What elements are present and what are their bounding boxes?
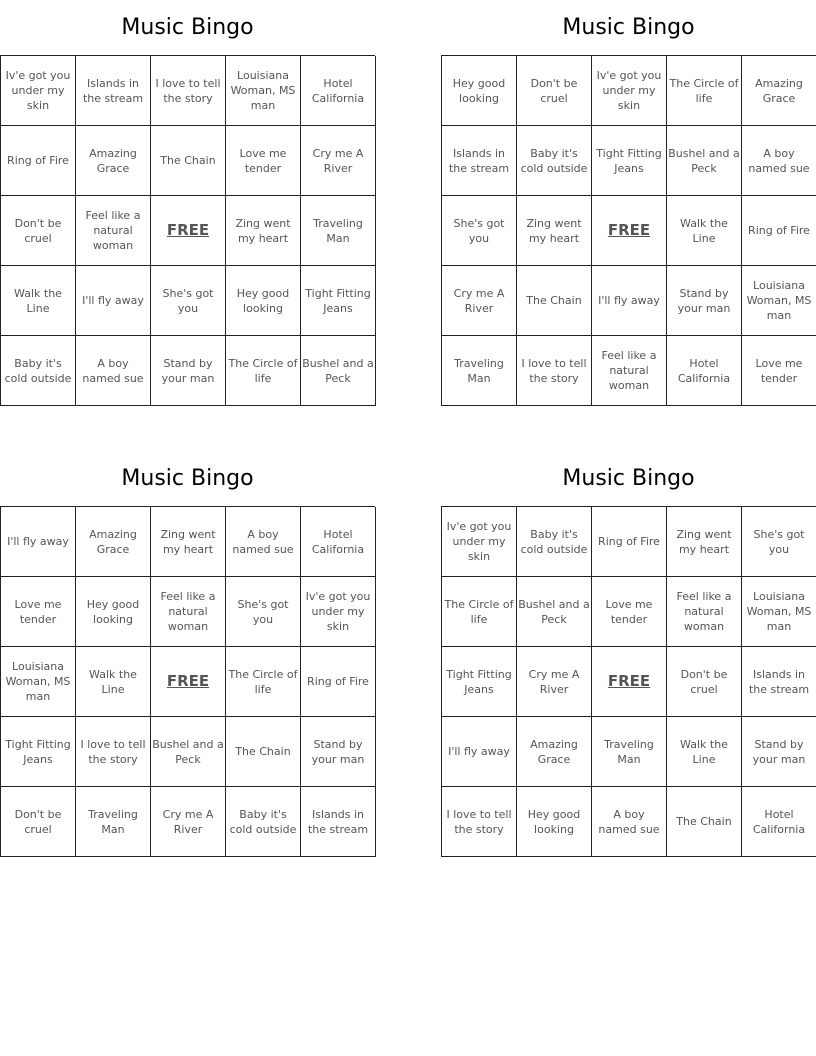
bingo-cell: Stand by your man bbox=[301, 717, 376, 787]
bingo-cell: Ring of Fire bbox=[301, 647, 376, 717]
bingo-card-1 bbox=[0, 0, 375, 406]
bingo-cell: Hey good looking bbox=[226, 266, 301, 336]
bingo-cell: Islands in the stream bbox=[76, 56, 151, 126]
bingo-cell: Love me tender bbox=[742, 336, 816, 406]
bingo-cell: The Circle of life bbox=[226, 336, 301, 406]
bingo-cell: Zing went my heart bbox=[667, 507, 742, 577]
bingo-cell: Hey good looking bbox=[517, 787, 592, 857]
bingo-cell: Hotel California bbox=[301, 507, 376, 577]
bingo-cell: Louisiana Woman, MS man bbox=[1, 647, 76, 717]
bingo-cell: The Circle of life bbox=[667, 56, 742, 126]
bingo-grid bbox=[0, 506, 375, 857]
bingo-cell: Traveling Man bbox=[442, 336, 517, 406]
bingo-cell: Hotel California bbox=[301, 56, 376, 126]
bingo-cell: Don't be cruel bbox=[1, 787, 76, 857]
bingo-cell: Amazing Grace bbox=[76, 126, 151, 196]
bingo-cell: Iv'e got you under my skin bbox=[442, 507, 517, 577]
free-space: FREE bbox=[592, 647, 667, 717]
bingo-cell: Louisiana Woman, MS man bbox=[742, 266, 816, 336]
bingo-cell: Hotel California bbox=[742, 787, 816, 857]
bingo-cell: I'll fly away bbox=[442, 717, 517, 787]
bingo-cell: A boy named sue bbox=[76, 336, 151, 406]
bingo-cell: Iv'e got you under my skin bbox=[592, 56, 667, 126]
bingo-cell: She's got you bbox=[226, 577, 301, 647]
bingo-cell: Cry me A River bbox=[151, 787, 226, 857]
bingo-cell: Cry me A River bbox=[442, 266, 517, 336]
bingo-cell: Don't be cruel bbox=[1, 196, 76, 266]
bingo-cell: I'll fly away bbox=[76, 266, 151, 336]
bingo-cell: Baby it's cold outside bbox=[226, 787, 301, 857]
card-title: Music Bingo bbox=[562, 15, 695, 40]
bingo-cell: Don't be cruel bbox=[667, 647, 742, 717]
bingo-cell: Tight Fitting Jeans bbox=[442, 647, 517, 717]
bingo-cell: She's got you bbox=[742, 507, 816, 577]
bingo-cell: The Circle of life bbox=[226, 647, 301, 717]
bingo-cell: Walk the Line bbox=[1, 266, 76, 336]
bingo-cell: Baby it's cold outside bbox=[1, 336, 76, 406]
bingo-cell: Feel like a natural woman bbox=[151, 577, 226, 647]
bingo-cell: Traveling Man bbox=[301, 196, 376, 266]
card-title: Music Bingo bbox=[121, 466, 254, 491]
bingo-cell: Don't be cruel bbox=[517, 56, 592, 126]
bingo-cell: A boy named sue bbox=[742, 126, 816, 196]
bingo-cell: Love me tender bbox=[226, 126, 301, 196]
bingo-cell: A boy named sue bbox=[226, 507, 301, 577]
bingo-cell: Hey good looking bbox=[76, 577, 151, 647]
bingo-cell: Baby it's cold outside bbox=[517, 126, 592, 196]
bingo-cell: Walk the Line bbox=[667, 196, 742, 266]
bingo-cell: Islands in the stream bbox=[442, 126, 517, 196]
free-space: FREE bbox=[151, 647, 226, 717]
bingo-cell: Zing went my heart bbox=[226, 196, 301, 266]
bingo-cell: Zing went my heart bbox=[517, 196, 592, 266]
bingo-cell: Walk the Line bbox=[667, 717, 742, 787]
bingo-grid bbox=[0, 55, 375, 406]
card-title: Music Bingo bbox=[562, 466, 695, 491]
bingo-card-3 bbox=[0, 451, 375, 857]
bingo-cell: Ring of Fire bbox=[1, 126, 76, 196]
bingo-cell: Islands in the stream bbox=[301, 787, 376, 857]
bingo-cell: I love to tell the story bbox=[151, 56, 226, 126]
bingo-cell: I love to tell the story bbox=[76, 717, 151, 787]
bingo-cell: The Circle of life bbox=[442, 577, 517, 647]
bingo-cell: Feel like a natural woman bbox=[592, 336, 667, 406]
free-space: FREE bbox=[151, 196, 226, 266]
bingo-cell: Bushel and a Peck bbox=[667, 126, 742, 196]
bingo-cell: I love to tell the story bbox=[442, 787, 517, 857]
bingo-cell: I'll fly away bbox=[592, 266, 667, 336]
bingo-cell: Traveling Man bbox=[76, 787, 151, 857]
card-title: Music Bingo bbox=[121, 15, 254, 40]
bingo-cell: The Chain bbox=[517, 266, 592, 336]
bingo-cell: I'll fly away bbox=[1, 507, 76, 577]
bingo-cell: Amazing Grace bbox=[517, 717, 592, 787]
bingo-cell: She's got you bbox=[151, 266, 226, 336]
bingo-cell: Amazing Grace bbox=[76, 507, 151, 577]
bingo-cell: Feel like a natural woman bbox=[76, 196, 151, 266]
bingo-cell: Cry me A River bbox=[517, 647, 592, 717]
bingo-cell: Love me tender bbox=[1, 577, 76, 647]
bingo-cell: Feel like a natural woman bbox=[667, 577, 742, 647]
bingo-grid bbox=[441, 506, 816, 857]
bingo-cell: Cry me A River bbox=[301, 126, 376, 196]
bingo-cell: Ring of Fire bbox=[742, 196, 816, 266]
bingo-cell: Bushel and a Peck bbox=[151, 717, 226, 787]
bingo-cell: Traveling Man bbox=[592, 717, 667, 787]
bingo-cell: Ring of Fire bbox=[592, 507, 667, 577]
bingo-cell: I love to tell the story bbox=[517, 336, 592, 406]
bingo-cell: The Chain bbox=[151, 126, 226, 196]
bingo-cell: Stand by your man bbox=[667, 266, 742, 336]
bingo-cell: Louisiana Woman, MS man bbox=[226, 56, 301, 126]
bingo-grid bbox=[441, 55, 816, 406]
bingo-cell: Bushel and a Peck bbox=[517, 577, 592, 647]
bingo-cell: Bushel and a Peck bbox=[301, 336, 376, 406]
bingo-cell: Zing went my heart bbox=[151, 507, 226, 577]
bingo-cell: Stand by your man bbox=[742, 717, 816, 787]
bingo-cell: The Chain bbox=[226, 717, 301, 787]
bingo-cell: Hey good looking bbox=[442, 56, 517, 126]
free-space: FREE bbox=[592, 196, 667, 266]
bingo-cell: Tight Fitting Jeans bbox=[1, 717, 76, 787]
bingo-cell: Louisiana Woman, MS man bbox=[742, 577, 816, 647]
bingo-cell: Baby it's cold outside bbox=[517, 507, 592, 577]
bingo-cell: A boy named sue bbox=[592, 787, 667, 857]
bingo-card-2 bbox=[441, 0, 816, 406]
bingo-cell: Hotel California bbox=[667, 336, 742, 406]
bingo-cell: Iv'e got you under my skin bbox=[1, 56, 76, 126]
bingo-cell: Amazing Grace bbox=[742, 56, 816, 126]
bingo-cell: Walk the Line bbox=[76, 647, 151, 717]
bingo-cell: She's got you bbox=[442, 196, 517, 266]
bingo-cell: Tight Fitting Jeans bbox=[592, 126, 667, 196]
bingo-cell: Iv'e got you under my skin bbox=[301, 577, 376, 647]
bingo-card-4 bbox=[441, 451, 816, 857]
bingo-cell: Stand by your man bbox=[151, 336, 226, 406]
bingo-cell: Islands in the stream bbox=[742, 647, 816, 717]
bingo-cell: Tight Fitting Jeans bbox=[301, 266, 376, 336]
bingo-cell: The Chain bbox=[667, 787, 742, 857]
bingo-cell: Love me tender bbox=[592, 577, 667, 647]
